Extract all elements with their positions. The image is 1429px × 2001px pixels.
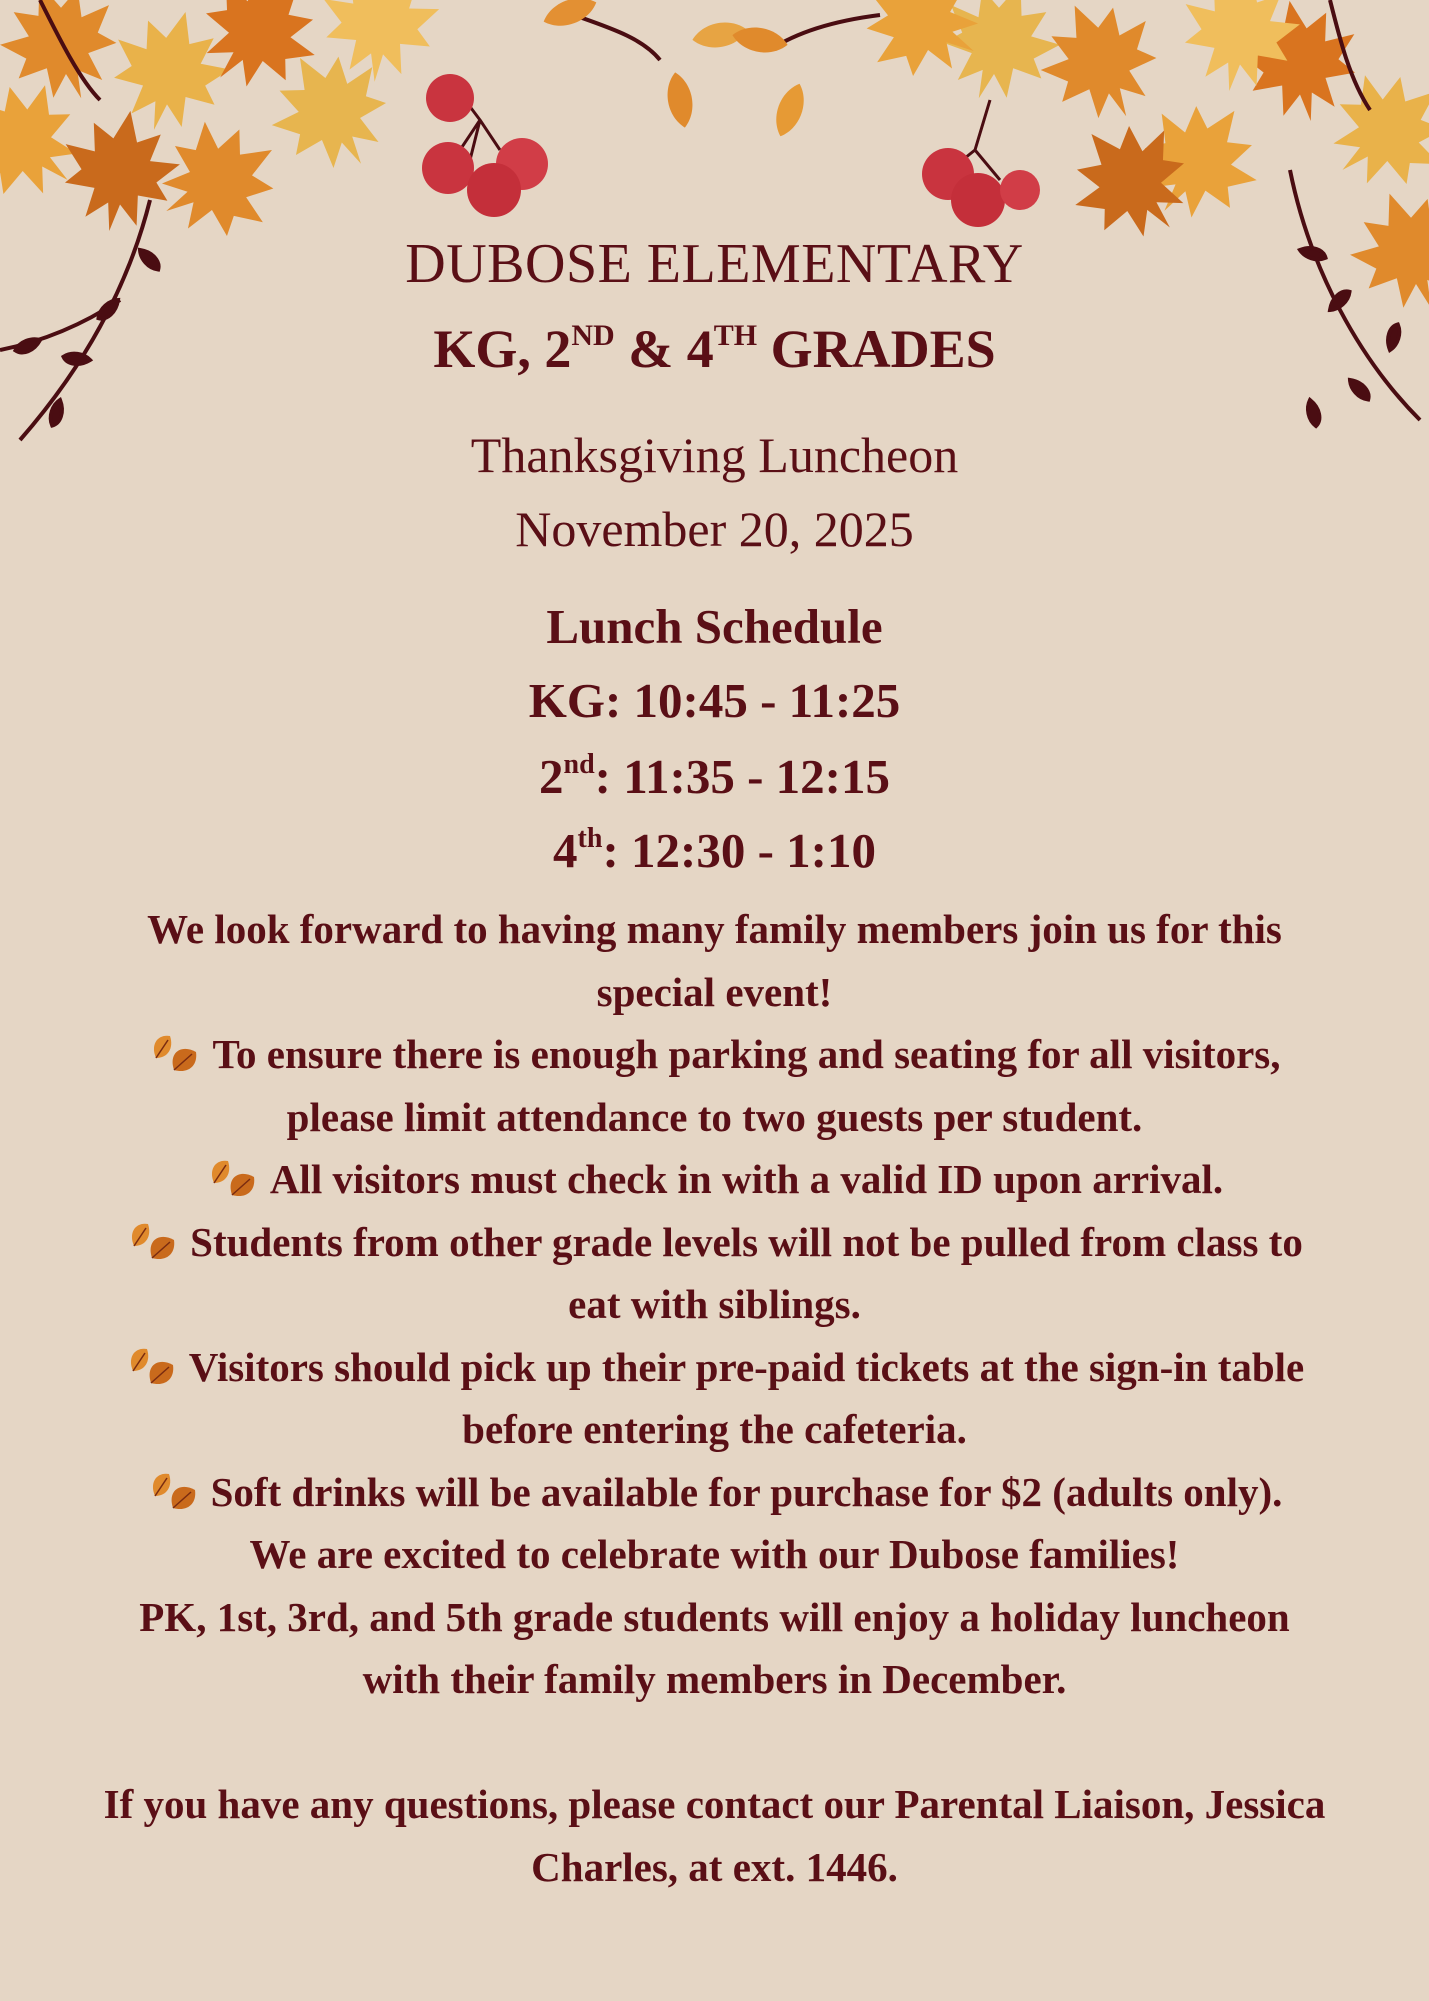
bullet-item: Soft drinks will be available for purchase for $2 (adults only). [100,1461,1329,1524]
berry-cluster-icon [422,74,548,217]
bullet-item: To ensure there is enough parking and seating for all visitors, please limit attendance to two guests per student. [100,1023,1329,1148]
autumn-leaf-bullet-icon [126,1218,182,1264]
bullet-item: All visitors must check in with a valid ID upon arrival. [100,1148,1329,1211]
autumn-leaf-bullet-icon [147,1468,203,1514]
bullet-item: Students from other grade levels will not be pulled from class to eat with siblings. [100,1211,1329,1336]
berry-cluster-icon [922,100,1040,227]
grades-heading: KG, 2ND & 4TH GRADES [433,319,996,379]
event-name: Thanksgiving Luncheon [470,427,959,483]
maple-leaf-icon [839,0,1429,354]
bullet-item: Visitors should pick up their pre-paid tickets at the sign-in table before entering the cafeteria. [100,1336,1329,1461]
school-name: DUBOSE ELEMENTARY [405,233,1024,295]
schedule-kg: KG: 10:45 - 11:25 [528,673,901,728]
autumn-leaf-bullet-icon [125,1343,181,1389]
oval-leaves [540,0,880,140]
autumn-leaf-bullet-icon [206,1155,262,1201]
schedule-4th: 4th: 12:30 - 1:10 [553,823,876,878]
autumn-leaf-bullet-icon [148,1030,204,1076]
contact-text: If you have any questions, please contact our Parental Liaison, Jessica Charles, at ext. 1446. [103,1781,1326,1890]
intro-text: We look forward to having many family members join us for this special event! [147,906,1282,1015]
december-text: PK, 1st, 3rd, and 5th grade students will enjoy a holiday luncheon with their family members in December. [139,1593,1290,1702]
info-body [100,898,1329,1898]
schedule-title: Lunch Schedule [546,599,883,654]
spacer [100,1711,1329,1774]
closing-text: We are excited to celebrate with our Dubose families! [249,1531,1180,1577]
schedule-2nd: 2nd: 11:35 - 12:15 [539,749,890,804]
event-date: November 20, 2025 [515,501,914,557]
